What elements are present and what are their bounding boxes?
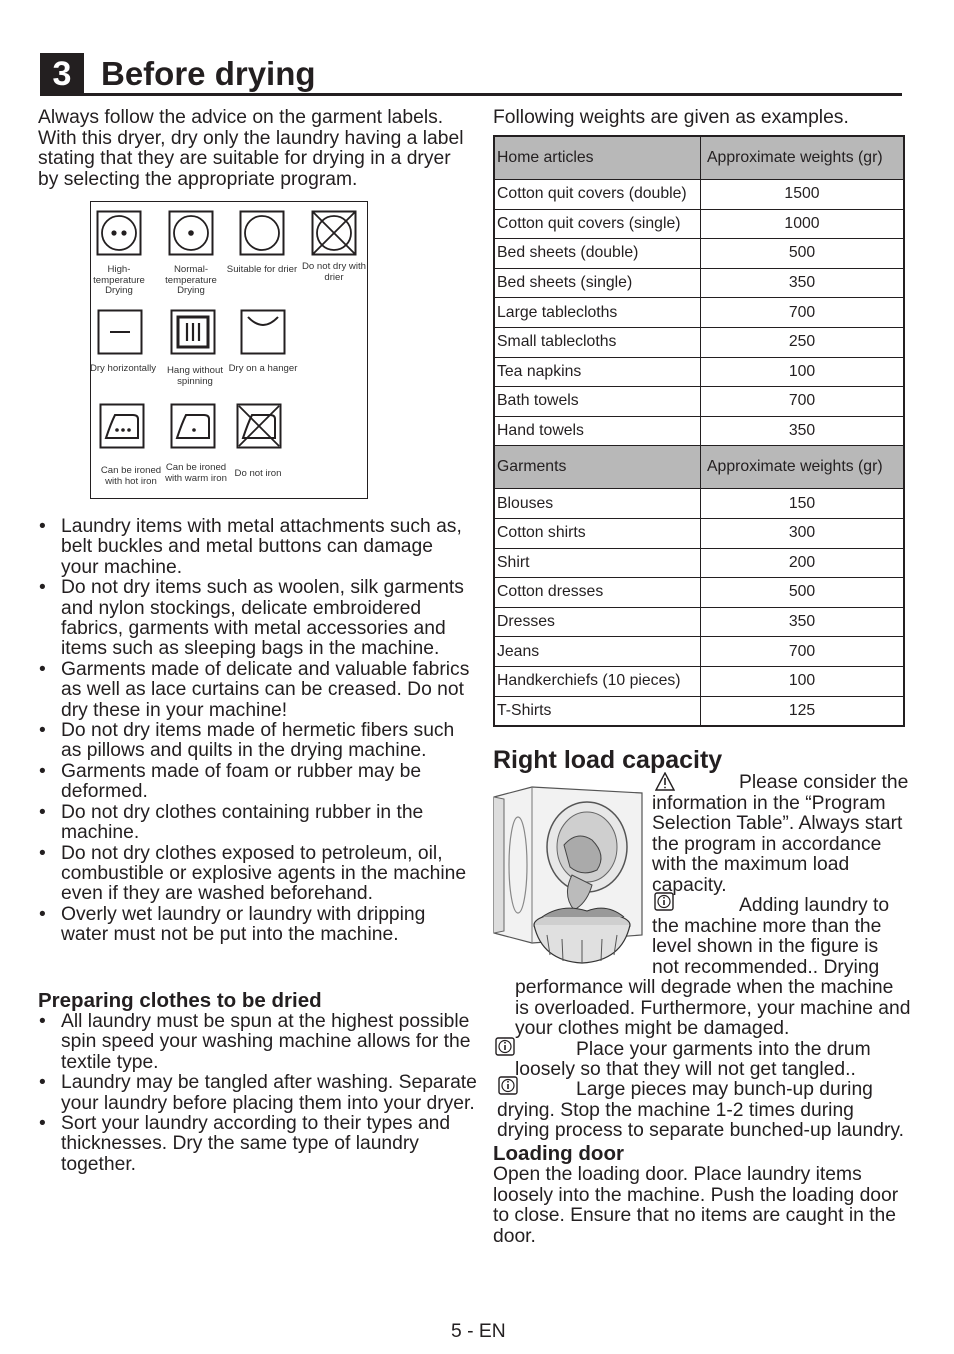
list-item: • Do not dry clothes containing rubber in the machine. <box>38 803 470 844</box>
loading-door-heading: Loading door <box>493 1142 624 1165</box>
warnings-list <box>38 517 470 946</box>
list-item: • Laundry items with metal attachments such as, belt buckles and metal buttons can damage your machine. <box>38 517 470 578</box>
page-number: 5 - EN <box>451 1321 506 1342</box>
info-text: drying. Stop the machine 1-2 times during <box>497 1100 854 1121</box>
table-cell-item: Home articles <box>494 136 701 180</box>
preparing-heading: Preparing clothes to be dried <box>38 989 322 1012</box>
table-cell-weight: Approximate weights (gr) <box>701 136 905 180</box>
normal-temperature-drying-icon <box>168 210 214 256</box>
table-row <box>494 489 904 519</box>
table-row <box>494 180 904 210</box>
hang-without-spinning-icon <box>170 309 216 355</box>
table-row <box>494 357 904 387</box>
table-cell-weight: 350 <box>701 607 905 637</box>
symbol-caption: High-temperature Drying <box>93 264 145 296</box>
table-row <box>494 696 904 726</box>
symbol-caption: Can be ironed with warm iron <box>165 462 227 484</box>
table-cell-weight: 500 <box>701 239 905 269</box>
table-row <box>494 518 904 548</box>
table-cell-item: Cotton shirts <box>494 518 701 548</box>
info-text: is overloaded. Furthermore, your machine and <box>515 998 911 1019</box>
table-row <box>494 666 904 696</box>
table-row <box>494 327 904 357</box>
door-text: door. <box>493 1226 536 1247</box>
table-row <box>494 607 904 637</box>
symbol-caption: Dry on a hanger <box>228 363 298 374</box>
table-cell-item: Cotton quit covers (double) <box>494 180 701 210</box>
info-text: Place your garments into the drum <box>576 1039 871 1060</box>
list-item: • Overly wet laundry or laundry with dripping water must not be put into the machine. <box>38 905 470 946</box>
table-header-row <box>494 136 904 180</box>
table-row <box>494 578 904 608</box>
dry-on-hanger-icon <box>240 309 286 355</box>
table-row <box>494 268 904 298</box>
door-text: Open the loading door. Place laundry items <box>493 1164 862 1185</box>
table-row <box>494 548 904 578</box>
table-cell-weight: 125 <box>701 696 905 726</box>
warning-text: the program in accordance <box>652 834 882 855</box>
list-item: • Sort your laundry according to their types and thicknesses. Dry the same type of laundry together. <box>38 1114 478 1175</box>
info-icon <box>495 1037 515 1056</box>
table-cell-item: Small tablecloths <box>494 327 701 357</box>
table-cell-weight: Approximate weights (gr) <box>701 446 905 489</box>
table-cell-weight: 1500 <box>701 180 905 210</box>
table-cell-item: Bed sheets (double) <box>494 239 701 269</box>
symbol-caption: Suitable for drier <box>226 264 298 275</box>
dry-horizontally-icon <box>97 309 143 355</box>
table-cell-weight: 700 <box>701 387 905 417</box>
info-icon <box>498 1076 518 1095</box>
care-symbols-box <box>90 201 368 499</box>
list-item: • Laundry may be tangled after washing. Separate your laundry before placing them into your dryer. <box>38 1073 478 1114</box>
info-text: your clothes might be damaged. <box>515 1018 790 1039</box>
table-cell-weight: 350 <box>701 268 905 298</box>
list-item: • All laundry must be spun at the highest possible spin speed your washing machine allows for the textile type. <box>38 1012 478 1073</box>
iron-warm-icon <box>170 403 216 449</box>
iron-hot-icon <box>99 403 145 449</box>
table-cell-weight: 500 <box>701 578 905 608</box>
symbol-caption: Can be ironed with hot iron <box>100 465 162 487</box>
table-cell-weight: 350 <box>701 416 905 446</box>
title-rule <box>40 93 902 96</box>
section-number: 3 <box>40 53 84 95</box>
info-text: drying process to separate bunched-up laundry. <box>497 1120 904 1141</box>
table-cell-item: Cotton dresses <box>494 578 701 608</box>
dryer-illustration <box>492 785 644 965</box>
table-row <box>494 239 904 269</box>
table-cell-weight: 100 <box>701 666 905 696</box>
table-cell-item: Tea napkins <box>494 357 701 387</box>
warning-text: capacity. <box>652 875 727 896</box>
do-not-dry-with-drier-icon <box>311 210 357 256</box>
list-item: • Do not dry items made of hermetic fibers such as pillows and quilts in the drying machine. <box>38 721 470 762</box>
table-cell-item: T-Shirts <box>494 696 701 726</box>
door-text: loosely into the machine. Push the loading door <box>493 1185 899 1206</box>
info-text: loosely so that they will not get tangled.. <box>515 1059 856 1080</box>
table-row <box>494 387 904 417</box>
table-header-row <box>494 446 904 489</box>
door-text: to close. Ensure that no items are caught in the <box>493 1205 896 1226</box>
list-item: • Garments made of delicate and valuable fabrics as well as lace curtains can be creased. Do not dry these in your machine! <box>38 660 470 721</box>
info-text: the machine more than the <box>652 916 882 937</box>
info-text: level shown in the figure is <box>652 936 879 957</box>
table-cell-item: Shirt <box>494 548 701 578</box>
table-cell-item: Hand towels <box>494 416 701 446</box>
table-row <box>494 298 904 328</box>
symbol-caption: Do not iron <box>234 468 282 479</box>
table-cell-item: Dresses <box>494 607 701 637</box>
symbol-caption: Normal-temperature Drying <box>165 264 217 296</box>
table-cell-item: Jeans <box>494 637 701 667</box>
load-capacity-heading: Right load capacity <box>493 746 723 774</box>
high-temperature-drying-icon <box>96 210 142 256</box>
table-cell-weight: 250 <box>701 327 905 357</box>
warning-text: Please consider the <box>739 772 909 793</box>
list-item: • Garments made of foam or rubber may be deformed. <box>38 762 470 803</box>
table-cell-item: Blouses <box>494 489 701 519</box>
info-text: not recommended.. Drying <box>652 957 880 978</box>
intro-paragraph: Always follow the advice on the garment labels. With this dryer, dry only the laundry having a label stating that they are suitable for drying in a dryer by selecting the appropriate program. <box>38 107 464 190</box>
list-item: • Do not dry clothes exposed to petroleum, oil, combustible or explosive agents in the machine even if they are washed beforehand. <box>38 844 470 905</box>
table-cell-weight: 700 <box>701 637 905 667</box>
info-text: Adding laundry to <box>739 895 890 916</box>
info-text: performance will degrade when the machine <box>515 977 894 998</box>
table-cell-weight: 100 <box>701 357 905 387</box>
table-cell-weight: 300 <box>701 518 905 548</box>
table-cell-item: Cotton quit covers (single) <box>494 209 701 239</box>
table-row <box>494 416 904 446</box>
table-row <box>494 637 904 667</box>
table-cell-weight: 700 <box>701 298 905 328</box>
warning-text: with the maximum load <box>652 854 850 875</box>
table-cell-item: Handkerchiefs (10 pieces) <box>494 666 701 696</box>
table-cell-item: Bath towels <box>494 387 701 417</box>
weights-table <box>493 135 905 727</box>
table-cell-item: Large tablecloths <box>494 298 701 328</box>
symbol-caption: Do not dry with drier <box>302 261 366 283</box>
list-item: • Do not dry items such as woolen, silk garments and nylon stockings, delicate embroidered fabrics, garments with metal accessories and items such as sleeping bags in the machine. <box>38 578 470 660</box>
do-not-iron-icon <box>236 403 282 449</box>
table-cell-item: Garments <box>494 446 701 489</box>
info-icon <box>654 892 674 911</box>
preparing-list <box>38 1012 478 1175</box>
page-title: Before drying <box>101 55 316 92</box>
table-row <box>494 209 904 239</box>
table-cell-weight: 150 <box>701 489 905 519</box>
symbol-caption: Hang without spinning <box>167 365 223 387</box>
warning-text: information in the “Program <box>652 793 886 814</box>
warning-icon <box>655 772 675 791</box>
info-text: Large pieces may bunch-up during <box>576 1079 873 1100</box>
suitable-for-drier-icon <box>239 210 285 256</box>
weights-intro: Following weights are given as examples. <box>493 107 849 128</box>
symbol-caption: Dry horizontally <box>89 363 157 374</box>
warning-text: Selection Table”. Always start <box>652 813 903 834</box>
table-cell-item: Bed sheets (single) <box>494 268 701 298</box>
table-cell-weight: 1000 <box>701 209 905 239</box>
table-cell-weight: 200 <box>701 548 905 578</box>
